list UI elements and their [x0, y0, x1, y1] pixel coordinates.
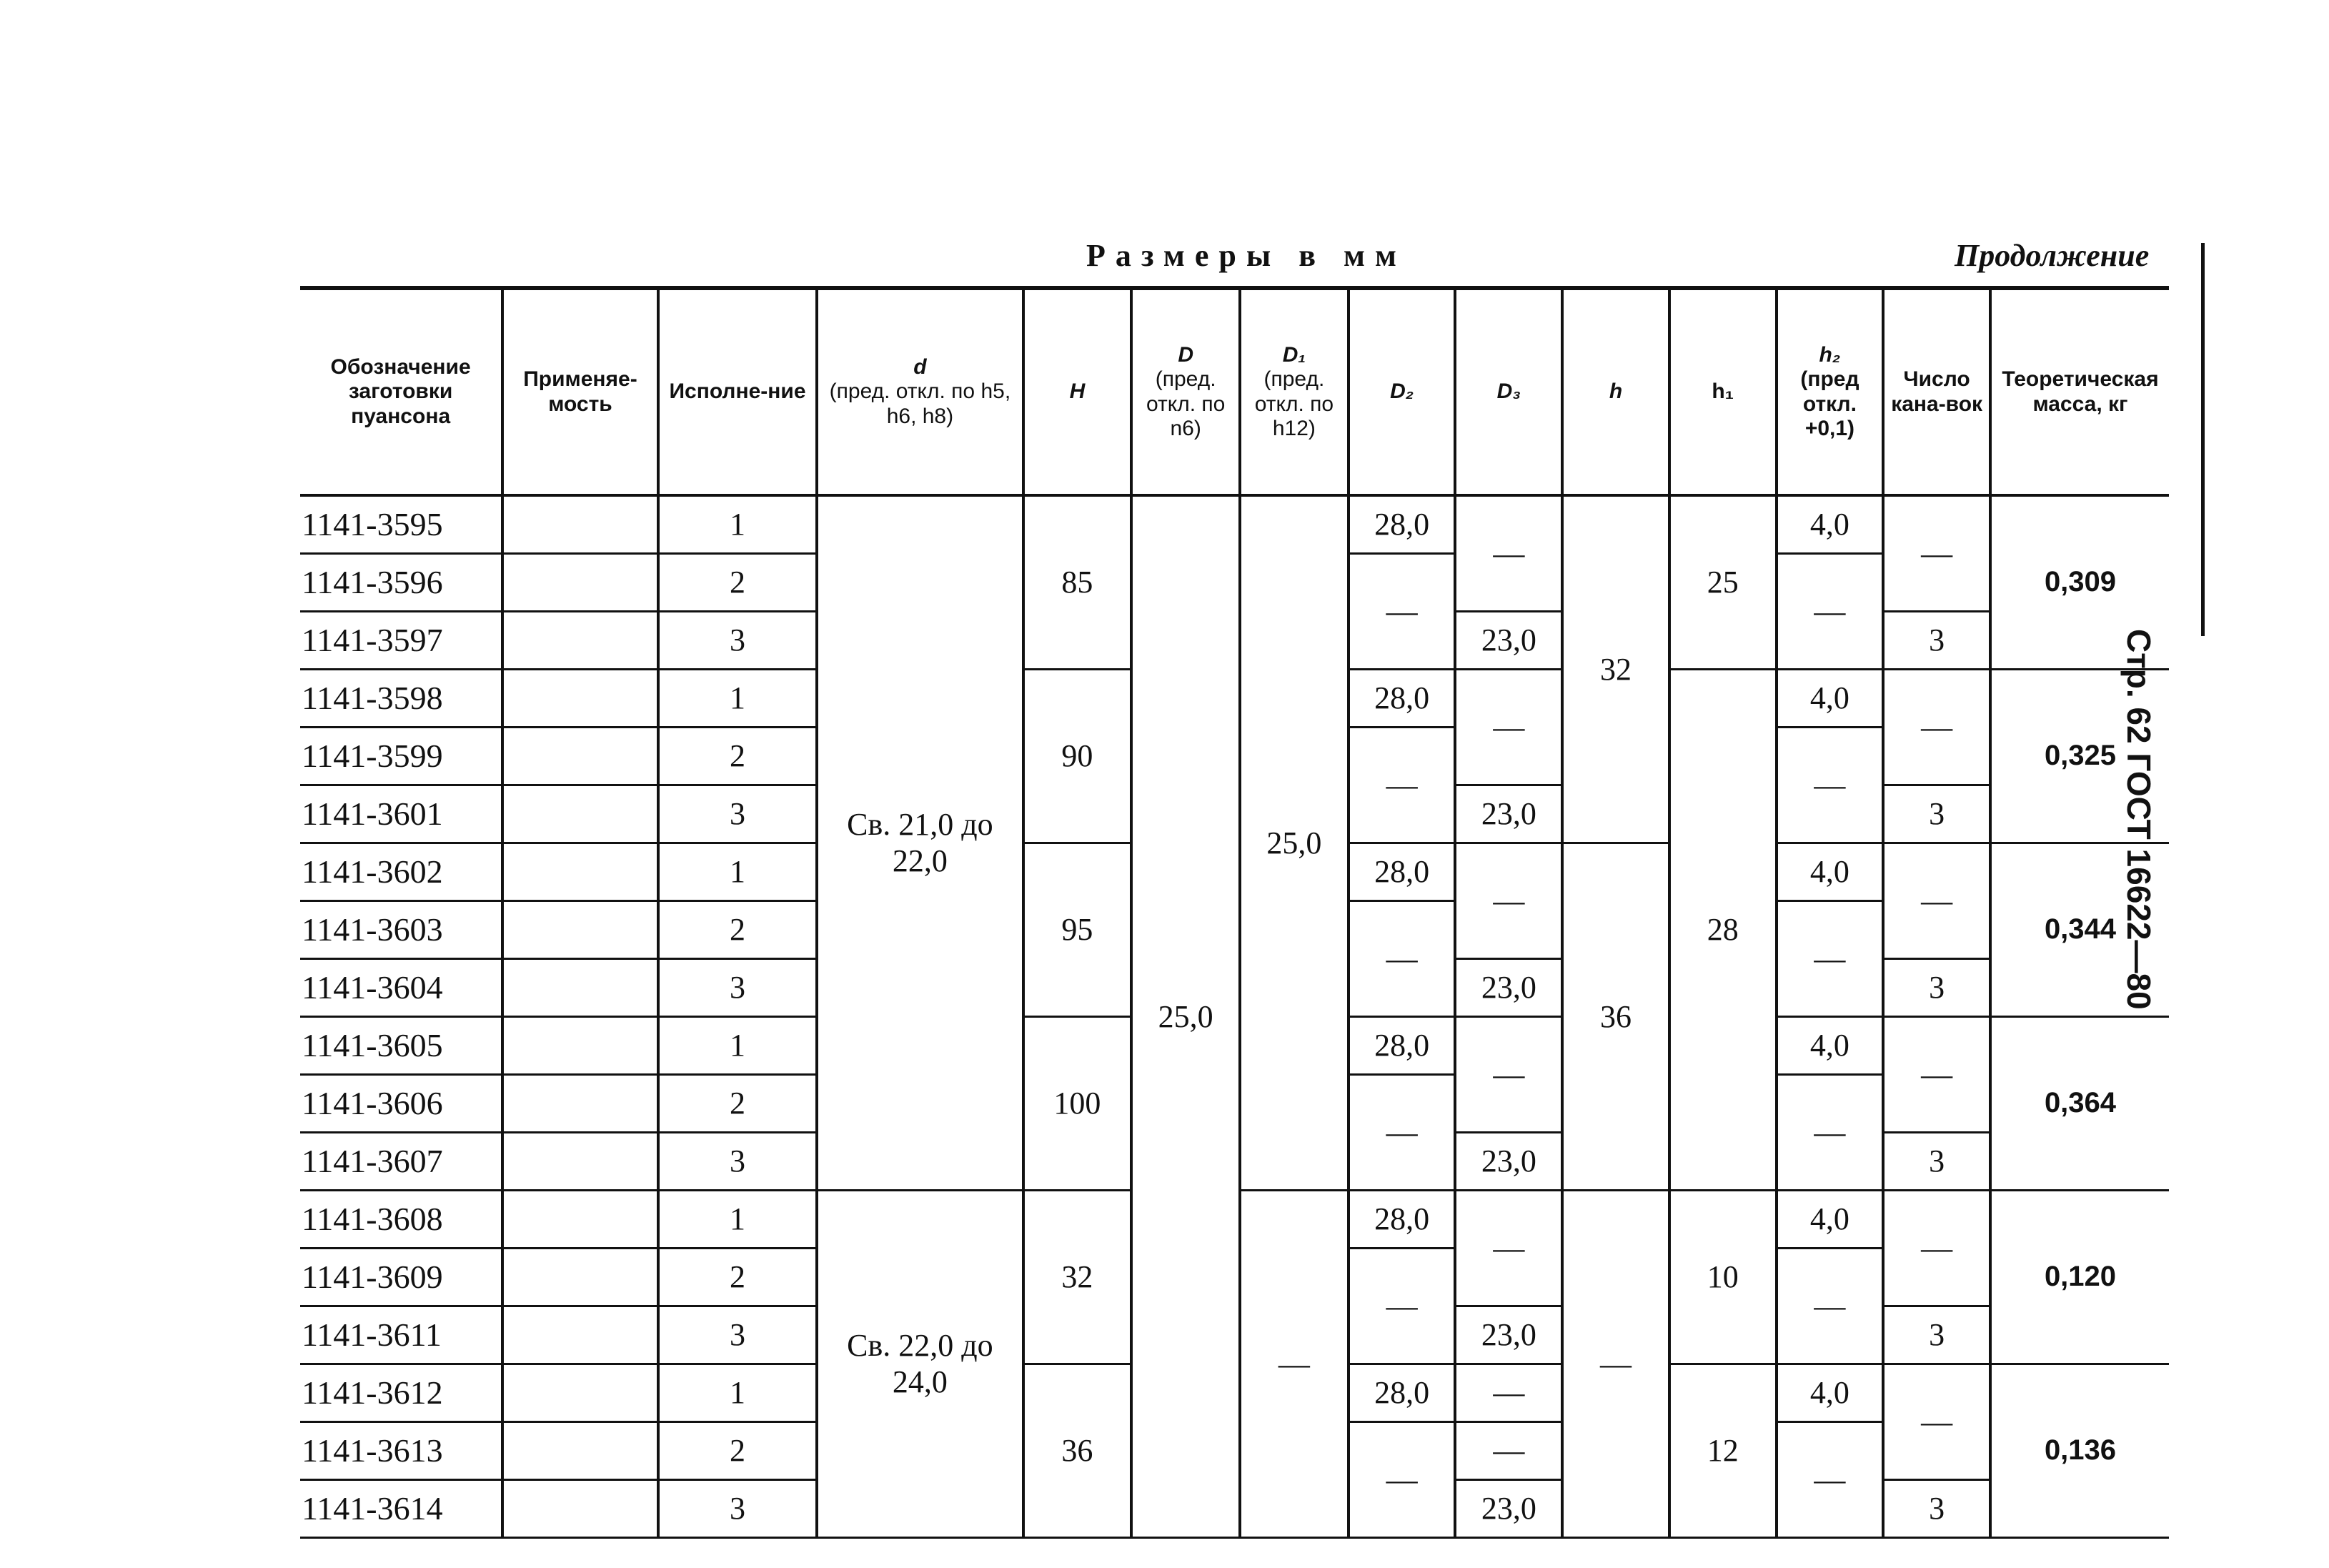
header-title: Размеры в мм [1086, 238, 1406, 273]
h2-cell: 4,0 [1777, 669, 1884, 727]
designation-cell: 1141-3595 [300, 495, 502, 553]
col-header-grooves [1883, 288, 1990, 495]
grooves-cell: — [1883, 1016, 1990, 1132]
D2-cell: — [1349, 900, 1456, 1016]
col-header-execution [658, 288, 818, 495]
col-header-symbol: D [1178, 342, 1193, 367]
execution-cell: 2 [658, 1074, 818, 1132]
applicability-cell [502, 669, 657, 727]
col-header-text: (пред. откл. по h12) [1254, 367, 1334, 440]
h2-cell: — [1777, 1074, 1884, 1190]
col-header-D1 [1240, 288, 1349, 495]
col-header-h1 [1669, 288, 1777, 495]
applicability-cell [502, 1306, 657, 1364]
col-header-symbol: h [1609, 379, 1623, 404]
D3-cell: — [1455, 1016, 1562, 1132]
D3-cell: — [1455, 1190, 1562, 1306]
grooves-cell: 3 [1883, 1306, 1990, 1364]
D1-cell: — [1240, 1190, 1349, 1537]
D3-cell: 23,0 [1455, 611, 1562, 669]
execution-cell: 1 [658, 1190, 818, 1248]
col-header-h2 [1777, 288, 1884, 495]
d-cell: Св. 21,0 до 22,0 [817, 495, 1023, 1190]
applicability-cell [502, 495, 657, 553]
applicability-cell [502, 1016, 657, 1074]
col-header-text: (пред откл. +0,1) [1800, 367, 1859, 440]
designation-cell: 1141-3602 [300, 843, 502, 900]
execution-cell: 3 [658, 1479, 818, 1537]
execution-cell: 3 [658, 1306, 818, 1364]
h1-cell: 10 [1669, 1190, 1777, 1364]
D2-cell: 28,0 [1349, 495, 1456, 553]
col-header-symbol: D₃ [1496, 379, 1521, 404]
header-row [300, 288, 2169, 495]
execution-cell: 1 [658, 1364, 818, 1421]
h2-cell: 4,0 [1777, 1190, 1884, 1248]
H-cell: 100 [1023, 1016, 1132, 1190]
designation-cell: 1141-3614 [300, 1479, 502, 1537]
D2-cell: 28,0 [1349, 1016, 1456, 1074]
D3-cell: — [1455, 669, 1562, 785]
h2-cell: — [1777, 553, 1884, 669]
col-header-text: Обозначение заготовки пуансона [330, 354, 471, 428]
col-header-symbol: h₂ [1819, 342, 1841, 367]
col-header-symbol: d [913, 354, 927, 379]
side-page-label: Стр. 62 ГОСТ 16622—80 [2120, 629, 2157, 1010]
D3-cell: 23,0 [1455, 958, 1562, 1016]
h2-cell: 4,0 [1777, 843, 1884, 900]
execution-cell: 2 [658, 900, 818, 958]
col-header-text: Исполне-ние [669, 379, 806, 404]
H-cell: 95 [1023, 843, 1132, 1016]
h2-cell: — [1777, 1421, 1884, 1537]
D2-cell: — [1349, 1248, 1456, 1364]
execution-cell: 2 [658, 1248, 818, 1306]
designation-cell: 1141-3601 [300, 785, 502, 843]
D-cell: 25,0 [1131, 495, 1240, 1537]
applicability-cell [502, 785, 657, 843]
applicability-cell [502, 958, 657, 1016]
col-header-symbol: H [1069, 379, 1086, 404]
col-header-H [1023, 288, 1132, 495]
execution-cell: 2 [658, 727, 818, 785]
h-cell: 32 [1562, 495, 1669, 843]
designation-cell: 1141-3598 [300, 669, 502, 727]
applicability-cell [502, 1248, 657, 1306]
applicability-cell [502, 1364, 657, 1421]
execution-cell: 3 [658, 611, 818, 669]
H-cell: 36 [1023, 1364, 1132, 1537]
grooves-cell: 3 [1883, 1479, 1990, 1537]
D2-cell: 28,0 [1349, 1364, 1456, 1421]
D3-cell: 23,0 [1455, 1479, 1562, 1537]
D2-cell: — [1349, 553, 1456, 669]
h2-cell: — [1777, 1248, 1884, 1364]
mass-cell: 0,309 [1990, 495, 2169, 669]
h1-cell: 28 [1669, 669, 1777, 1190]
applicability-cell [502, 553, 657, 611]
col-header-text: Применяе-мость [523, 367, 637, 416]
col-header-designation [300, 288, 502, 495]
dimensions-table [300, 286, 2169, 1539]
h2-cell: 4,0 [1777, 495, 1884, 553]
H-cell: 85 [1023, 495, 1132, 669]
execution-cell: 1 [658, 495, 818, 553]
mass-cell: 0,364 [1990, 1016, 2169, 1190]
h1-cell: 25 [1669, 495, 1777, 669]
col-header-h [1562, 288, 1669, 495]
h2-cell: 4,0 [1777, 1016, 1884, 1074]
table-row [300, 495, 2169, 553]
mass-cell: 0,344 [1990, 843, 2169, 1016]
applicability-cell [502, 1190, 657, 1248]
D3-cell: — [1455, 495, 1562, 611]
D2-cell: — [1349, 727, 1456, 843]
grooves-cell: 3 [1883, 611, 1990, 669]
applicability-cell [502, 1479, 657, 1537]
designation-cell: 1141-3607 [300, 1132, 502, 1190]
mass-cell: 0,120 [1990, 1190, 2169, 1364]
D3-cell: 23,0 [1455, 1306, 1562, 1364]
col-header-D2 [1349, 288, 1456, 495]
applicability-cell [502, 611, 657, 669]
grooves-cell: — [1883, 1364, 1990, 1479]
D1-cell: 25,0 [1240, 495, 1349, 1190]
applicability-cell [502, 1421, 657, 1479]
side-rule [2201, 243, 2205, 636]
applicability-cell [502, 900, 657, 958]
col-header-text: Теоретическая масса, кг [2002, 367, 2159, 416]
D3-cell: — [1455, 1364, 1562, 1421]
h2-cell: — [1777, 900, 1884, 1016]
D2-cell: — [1349, 1421, 1456, 1537]
col-header-symbol: D₂ [1390, 379, 1414, 404]
h2-cell: — [1777, 727, 1884, 843]
col-header-text: (пред. откл. по h5, h6, h8) [829, 379, 1011, 428]
designation-cell: 1141-3603 [300, 900, 502, 958]
D2-cell: 28,0 [1349, 1190, 1456, 1248]
applicability-cell [502, 1132, 657, 1190]
col-header-symbol: h₁ [1712, 379, 1734, 404]
grooves-cell: — [1883, 1190, 1990, 1306]
designation-cell: 1141-3599 [300, 727, 502, 785]
h-cell: 36 [1562, 843, 1669, 1190]
h-cell: — [1562, 1190, 1669, 1537]
H-cell: 90 [1023, 669, 1132, 843]
applicability-cell [502, 843, 657, 900]
grooves-cell: 3 [1883, 958, 1990, 1016]
col-header-applicability [502, 288, 657, 495]
mass-cell: 0,325 [1990, 669, 2169, 843]
designation-cell: 1141-3611 [300, 1306, 502, 1364]
h2-cell: 4,0 [1777, 1364, 1884, 1421]
d-cell: Св. 22,0 до 24,0 [817, 1190, 1023, 1537]
applicability-cell [502, 1074, 657, 1132]
designation-cell: 1141-3613 [300, 1421, 502, 1479]
grooves-cell: — [1883, 669, 1990, 785]
execution-cell: 2 [658, 553, 818, 611]
designation-cell: 1141-3596 [300, 553, 502, 611]
designation-cell: 1141-3597 [300, 611, 502, 669]
D3-cell: — [1455, 843, 1562, 958]
D2-cell: 28,0 [1349, 669, 1456, 727]
execution-cell: 2 [658, 1421, 818, 1479]
col-header-D [1131, 288, 1240, 495]
designation-cell: 1141-3605 [300, 1016, 502, 1074]
applicability-cell [502, 727, 657, 785]
execution-cell: 1 [658, 843, 818, 900]
col-header-D3 [1455, 288, 1562, 495]
grooves-cell: 3 [1883, 1132, 1990, 1190]
execution-cell: 1 [658, 669, 818, 727]
D3-cell: 23,0 [1455, 785, 1562, 843]
designation-cell: 1141-3609 [300, 1248, 502, 1306]
col-header-mass [1990, 288, 2169, 495]
execution-cell: 1 [658, 1016, 818, 1074]
h1-cell: 12 [1669, 1364, 1777, 1537]
execution-cell: 3 [658, 1132, 818, 1190]
D3-cell: — [1455, 1421, 1562, 1479]
D3-cell: 23,0 [1455, 1132, 1562, 1190]
H-cell: 32 [1023, 1190, 1132, 1364]
designation-cell: 1141-3608 [300, 1190, 502, 1248]
mass-cell: 0,136 [1990, 1364, 2169, 1537]
grooves-cell: 3 [1883, 785, 1990, 843]
designation-cell: 1141-3606 [300, 1074, 502, 1132]
execution-cell: 3 [658, 785, 818, 843]
designation-cell: 1141-3612 [300, 1364, 502, 1421]
grooves-cell: — [1883, 843, 1990, 958]
grooves-cell: — [1883, 495, 1990, 611]
D2-cell: — [1349, 1074, 1456, 1190]
col-header-text: (пред. откл. по n6) [1146, 367, 1226, 440]
designation-cell: 1141-3604 [300, 958, 502, 1016]
col-header-text: Число кана-вок [1891, 367, 1983, 416]
header-continuation: Продолжение [1955, 238, 2150, 273]
D2-cell: 28,0 [1349, 843, 1456, 900]
execution-cell: 3 [658, 958, 818, 1016]
col-header-symbol: D₁ [1282, 342, 1306, 367]
col-header-d [817, 288, 1023, 495]
